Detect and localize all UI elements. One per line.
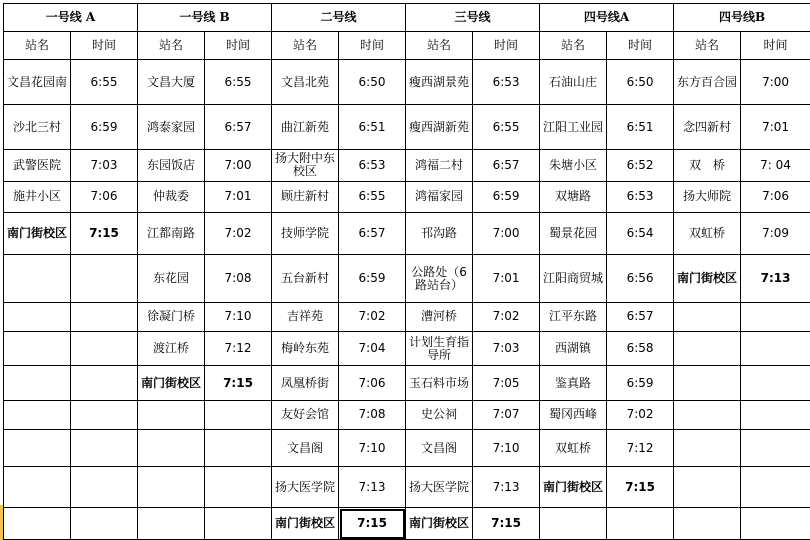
time-cell[interactable]: 7:12 xyxy=(205,331,272,366)
time-cell[interactable]: 6:58 xyxy=(607,331,674,366)
time-cell[interactable] xyxy=(71,331,138,366)
table-row xyxy=(4,60,810,105)
time-column-header[interactable]: 时间 xyxy=(741,31,810,60)
station-cell[interactable]: 瘦西湖新苑 xyxy=(406,105,473,150)
station-cell[interactable] xyxy=(4,255,71,303)
station-cell[interactable]: 蜀景花园 xyxy=(540,213,607,255)
time-cell[interactable]: 7:00 xyxy=(473,213,540,255)
line-header[interactable]: 一号线 B xyxy=(138,4,272,32)
time-cell[interactable] xyxy=(741,508,810,540)
time-cell[interactable]: 6:59 xyxy=(607,366,674,401)
time-cell[interactable]: 7:10 xyxy=(205,303,272,332)
time-cell[interactable]: 7:03 xyxy=(71,149,138,181)
table-row xyxy=(4,181,810,213)
station-cell[interactable]: 仲裁委 xyxy=(138,181,205,213)
time-cell[interactable]: 7:08 xyxy=(205,255,272,303)
time-cell[interactable] xyxy=(741,467,810,508)
station-cell[interactable]: 文昌北苑 xyxy=(272,60,339,105)
time-cell[interactable]: 6:55 xyxy=(205,60,272,105)
time-cell[interactable]: 6:50 xyxy=(607,60,674,105)
time-cell[interactable]: 7:01 xyxy=(473,255,540,303)
station-cell[interactable]: 漕河桥 xyxy=(406,303,473,332)
time-cell[interactable]: 6:51 xyxy=(607,105,674,150)
time-cell[interactable]: 7:01 xyxy=(205,181,272,213)
station-cell[interactable]: 南门街校区 xyxy=(272,508,339,540)
station-cell[interactable]: 石油山庄 xyxy=(540,60,607,105)
time-cell[interactable] xyxy=(741,303,810,332)
station-cell[interactable]: 西湖镇 xyxy=(540,331,607,366)
station-cell[interactable]: 邗沟路 xyxy=(406,213,473,255)
station-cell[interactable]: 南门街校区 xyxy=(138,366,205,401)
time-cell[interactable]: 7:06 xyxy=(339,366,406,401)
station-cell[interactable] xyxy=(138,467,205,508)
station-cell[interactable] xyxy=(4,508,71,540)
station-cell[interactable]: 江阳商贸城 xyxy=(540,255,607,303)
station-cell[interactable]: 沙北三村 xyxy=(4,105,71,150)
time-cell[interactable]: 7:13 xyxy=(741,255,810,303)
time-cell[interactable]: 7: 04 xyxy=(741,149,810,181)
time-cell[interactable]: 7:00 xyxy=(741,60,810,105)
time-cell[interactable]: 6:57 xyxy=(339,213,406,255)
station-cell[interactable]: 念四新村 xyxy=(674,105,741,150)
station-cell[interactable] xyxy=(4,303,71,332)
time-cell[interactable]: 6:51 xyxy=(339,105,406,150)
line-header[interactable]: 三号线 xyxy=(406,4,540,32)
time-cell[interactable]: 6:55 xyxy=(339,181,406,213)
time-cell[interactable] xyxy=(205,401,272,430)
station-cell[interactable]: 玉石料市场 xyxy=(406,366,473,401)
station-cell[interactable]: 蜀冈西峰 xyxy=(540,401,607,430)
station-cell[interactable]: 鉴真路 xyxy=(540,366,607,401)
station-column-header[interactable]: 站名 xyxy=(540,31,607,60)
station-cell[interactable] xyxy=(4,467,71,508)
table-row xyxy=(4,255,810,303)
time-cell[interactable] xyxy=(71,401,138,430)
station-cell[interactable]: 鸿泰家园 xyxy=(138,105,205,150)
time-cell[interactable]: 7:10 xyxy=(473,429,540,467)
time-cell[interactable]: 7:05 xyxy=(473,366,540,401)
station-cell[interactable]: 鸿福二村 xyxy=(406,149,473,181)
station-cell[interactable]: 计划生育指导所 xyxy=(406,331,473,366)
time-cell[interactable]: 6:56 xyxy=(607,255,674,303)
station-cell[interactable]: 江平东路 xyxy=(540,303,607,332)
station-cell[interactable]: 东方百合园 xyxy=(674,60,741,105)
line-header-row xyxy=(4,4,810,32)
station-column-header[interactable]: 站名 xyxy=(4,31,71,60)
time-cell[interactable]: 7:10 xyxy=(339,429,406,467)
time-cell[interactable]: 7:04 xyxy=(339,331,406,366)
time-cell[interactable]: 6:59 xyxy=(473,181,540,213)
bus-schedule-table xyxy=(3,3,810,540)
table-row xyxy=(4,105,810,150)
time-cell[interactable]: 6:59 xyxy=(339,255,406,303)
time-cell[interactable]: 7:02 xyxy=(205,213,272,255)
station-cell[interactable]: 南门街校区 xyxy=(674,255,741,303)
time-cell[interactable]: 6:57 xyxy=(607,303,674,332)
station-cell[interactable]: 东园饭店 xyxy=(138,149,205,181)
time-cell[interactable] xyxy=(205,508,272,540)
time-cell[interactable] xyxy=(607,508,674,540)
station-cell[interactable]: 扬大附中东校区 xyxy=(272,149,339,181)
time-cell[interactable]: 7:02 xyxy=(607,401,674,430)
station-cell[interactable]: 史公祠 xyxy=(406,401,473,430)
time-cell[interactable]: 7:01 xyxy=(741,105,810,150)
line-header[interactable]: 四号线B xyxy=(674,4,810,32)
station-column-header[interactable]: 站名 xyxy=(674,31,741,60)
station-cell[interactable]: 顾庄新村 xyxy=(272,181,339,213)
station-cell[interactable]: 扬大医学院 xyxy=(406,467,473,508)
time-cell[interactable] xyxy=(741,366,810,401)
time-cell[interactable]: 7:03 xyxy=(473,331,540,366)
station-cell[interactable]: 梅岭东苑 xyxy=(272,331,339,366)
station-cell[interactable] xyxy=(138,429,205,467)
time-column-header[interactable]: 时间 xyxy=(71,31,138,60)
station-cell[interactable]: 文昌阁 xyxy=(406,429,473,467)
station-cell[interactable] xyxy=(674,303,741,332)
table-row xyxy=(4,467,810,508)
time-cell[interactable]: 6:55 xyxy=(71,60,138,105)
time-cell[interactable]: 7:09 xyxy=(741,213,810,255)
time-cell[interactable] xyxy=(741,401,810,430)
time-cell[interactable]: 6:54 xyxy=(607,213,674,255)
station-cell[interactable]: 曲江新苑 xyxy=(272,105,339,150)
time-cell[interactable]: 6:50 xyxy=(339,60,406,105)
station-cell[interactable]: 扬大医学院 xyxy=(272,467,339,508)
station-cell[interactable] xyxy=(138,508,205,540)
time-cell[interactable]: 6:53 xyxy=(473,60,540,105)
time-column-header[interactable]: 时间 xyxy=(205,31,272,60)
time-cell[interactable] xyxy=(205,429,272,467)
time-cell[interactable]: 7:02 xyxy=(339,303,406,332)
table-row xyxy=(4,149,810,181)
time-cell[interactable]: 7:00 xyxy=(205,149,272,181)
station-cell[interactable]: 文昌花园南 xyxy=(4,60,71,105)
station-cell[interactable]: 渡江桥 xyxy=(138,331,205,366)
time-cell[interactable]: 6:55 xyxy=(473,105,540,150)
time-cell[interactable]: 7:15 xyxy=(607,467,674,508)
station-cell[interactable]: 江都南路 xyxy=(138,213,205,255)
table-row xyxy=(4,508,810,540)
time-column-header[interactable]: 时间 xyxy=(473,31,540,60)
time-cell[interactable]: 6:53 xyxy=(339,149,406,181)
station-column-header[interactable]: 站名 xyxy=(272,31,339,60)
time-cell[interactable] xyxy=(71,508,138,540)
time-cell[interactable] xyxy=(741,429,810,467)
time-cell[interactable]: 7:15 xyxy=(339,508,406,540)
station-cell[interactable] xyxy=(4,401,71,430)
time-cell[interactable] xyxy=(741,331,810,366)
station-cell[interactable] xyxy=(674,331,741,366)
time-column-header[interactable]: 时间 xyxy=(607,31,674,60)
station-cell[interactable]: 吉祥苑 xyxy=(272,303,339,332)
station-cell[interactable] xyxy=(4,429,71,467)
station-cell[interactable] xyxy=(674,508,741,540)
station-cell[interactable]: 东花园 xyxy=(138,255,205,303)
table-row xyxy=(4,213,810,255)
time-cell[interactable] xyxy=(205,467,272,508)
station-column-header[interactable]: 站名 xyxy=(406,31,473,60)
time-cell[interactable]: 7:15 xyxy=(71,213,138,255)
station-cell[interactable]: 徐凝门桥 xyxy=(138,303,205,332)
station-cell[interactable]: 文昌阁 xyxy=(272,429,339,467)
station-cell[interactable] xyxy=(674,366,741,401)
time-cell[interactable]: 7:02 xyxy=(473,303,540,332)
station-cell[interactable]: 南门街校区 xyxy=(4,213,71,255)
time-cell[interactable] xyxy=(71,467,138,508)
station-column-header[interactable]: 站名 xyxy=(138,31,205,60)
time-cell[interactable]: 6:57 xyxy=(205,105,272,150)
line-header[interactable]: 四号线A xyxy=(540,4,674,32)
time-column-header[interactable]: 时间 xyxy=(339,31,406,60)
time-cell[interactable]: 7:06 xyxy=(741,181,810,213)
time-cell[interactable] xyxy=(71,255,138,303)
time-cell[interactable]: 7:07 xyxy=(473,401,540,430)
table-row xyxy=(4,303,810,332)
station-cell[interactable] xyxy=(540,508,607,540)
time-cell[interactable]: 7:12 xyxy=(607,429,674,467)
station-cell[interactable]: 五台新村 xyxy=(272,255,339,303)
line-header[interactable]: 一号线 A xyxy=(4,4,138,32)
time-cell[interactable] xyxy=(71,429,138,467)
station-cell[interactable]: 双塘路 xyxy=(540,181,607,213)
station-cell[interactable]: 瘦西湖景苑 xyxy=(406,60,473,105)
station-cell[interactable]: 凤凰桥街 xyxy=(272,366,339,401)
station-cell[interactable]: 双 桥 xyxy=(674,149,741,181)
station-cell[interactable]: 友好会馆 xyxy=(272,401,339,430)
station-cell[interactable]: 鸿福家园 xyxy=(406,181,473,213)
station-cell[interactable]: 公路处（6路站台） xyxy=(406,255,473,303)
station-cell[interactable] xyxy=(4,331,71,366)
table-row xyxy=(4,401,810,430)
time-cell[interactable]: 7:06 xyxy=(71,181,138,213)
station-cell[interactable] xyxy=(138,401,205,430)
station-cell[interactable]: 施井小区 xyxy=(4,181,71,213)
station-cell[interactable]: 朱塘小区 xyxy=(540,149,607,181)
station-cell[interactable] xyxy=(674,467,741,508)
station-cell[interactable]: 南门街校区 xyxy=(406,508,473,540)
station-cell[interactable]: 技师学院 xyxy=(272,213,339,255)
station-cell[interactable]: 武警医院 xyxy=(4,149,71,181)
station-cell[interactable] xyxy=(4,366,71,401)
station-cell[interactable]: 双虹桥 xyxy=(540,429,607,467)
time-cell[interactable]: 6:53 xyxy=(607,181,674,213)
table-row xyxy=(4,331,810,366)
time-cell[interactable]: 7:15 xyxy=(473,508,540,540)
time-cell[interactable]: 6:52 xyxy=(607,149,674,181)
time-cell[interactable]: 7:08 xyxy=(339,401,406,430)
time-cell[interactable]: 7:13 xyxy=(473,467,540,508)
station-cell[interactable]: 双虹桥 xyxy=(674,213,741,255)
station-cell[interactable] xyxy=(674,401,741,430)
station-cell[interactable]: 南门街校区 xyxy=(540,467,607,508)
station-cell[interactable] xyxy=(674,429,741,467)
time-cell[interactable]: 6:59 xyxy=(71,105,138,150)
time-cell[interactable]: 7:13 xyxy=(339,467,406,508)
line-header[interactable]: 二号线 xyxy=(272,4,406,32)
time-cell[interactable]: 7:15 xyxy=(205,366,272,401)
table-row xyxy=(4,429,810,467)
time-cell[interactable] xyxy=(71,366,138,401)
station-cell[interactable]: 扬大师院 xyxy=(674,181,741,213)
time-cell[interactable]: 6:57 xyxy=(473,149,540,181)
table-row xyxy=(4,366,810,401)
station-cell[interactable]: 江阳工业园 xyxy=(540,105,607,150)
station-cell[interactable]: 文昌大厦 xyxy=(138,60,205,105)
time-cell[interactable] xyxy=(71,303,138,332)
column-header-row xyxy=(4,31,810,60)
